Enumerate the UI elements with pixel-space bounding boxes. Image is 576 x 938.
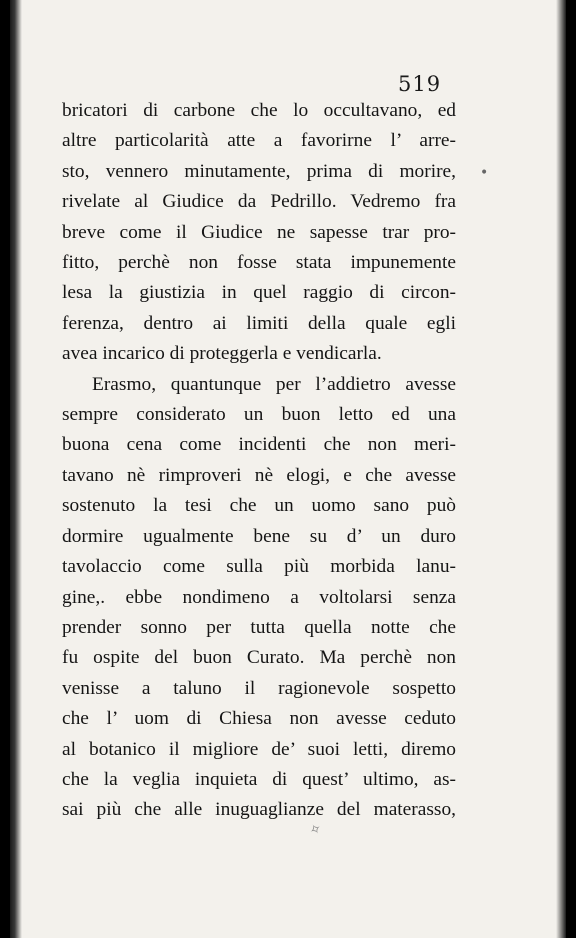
text-line: dormire ugualmente bene su d’ un duro xyxy=(62,525,456,547)
text-line: avea incarico di proteggerla e vendicarla. xyxy=(62,343,382,365)
text-line: tavolaccio come sulla più morbida lanu- xyxy=(62,556,456,578)
text-line: bricatori di carbone che lo occultavano, ed xyxy=(62,100,456,121)
text-line: che l’ uom di Chiesa non avesse ceduto xyxy=(62,708,456,730)
text-line: fitto, perchè non fosse stata impunemente xyxy=(62,252,456,274)
text-line: sempre considerato un buon letto ed una xyxy=(62,404,456,426)
text-line: sostenuto la tesi che un uomo sano può xyxy=(62,495,456,517)
text-line: venisse a taluno il ragionevole sospetto xyxy=(62,677,456,699)
text-line: breve come il Giudice ne sapesse trar pro- xyxy=(62,221,456,243)
text-line: tavano nè rimproveri nè elogi, e che avesse xyxy=(62,464,456,486)
page-right-edge-shadow xyxy=(556,0,566,938)
text-line: rivelate al Giudice da Pedrillo. Vedremo fra xyxy=(62,191,456,213)
body-text xyxy=(62,96,456,826)
text-line: lesa la giustizia in quel raggio di circon- xyxy=(62,282,456,304)
text-line: prender sonno per tutta quella notte che xyxy=(62,616,456,638)
ink-speck: • xyxy=(480,165,489,181)
book-page xyxy=(10,0,566,938)
text-line: al botanico il migliore de’ suoi letti, diremo xyxy=(62,738,456,760)
text-line: sto, vennero minutamente, prima di morire, xyxy=(62,160,456,182)
text-line: ferenza, dentro ai limiti della quale egli xyxy=(62,312,456,334)
page-left-edge-shadow xyxy=(10,0,22,938)
text-line: altre particolarità atte a favorirne l’ arre- xyxy=(62,130,456,152)
text-line: gine,. ebbe nondimeno a voltolarsi senza xyxy=(62,586,456,608)
page-number: 519 xyxy=(398,72,442,96)
text-line: buona cena come incidenti che non meri- xyxy=(62,434,456,456)
text-line: Erasmo, quantunque per l’addietro avesse xyxy=(92,373,456,395)
text-line: che la veglia inquieta di quest’ ultimo, as- xyxy=(62,768,456,790)
smudge-mark: ✧ xyxy=(306,820,325,840)
text-line: fu ospite del buon Curato. Ma perchè non xyxy=(62,647,456,669)
text-line: sai più che alle inuguaglianze del materasso, xyxy=(62,799,456,821)
